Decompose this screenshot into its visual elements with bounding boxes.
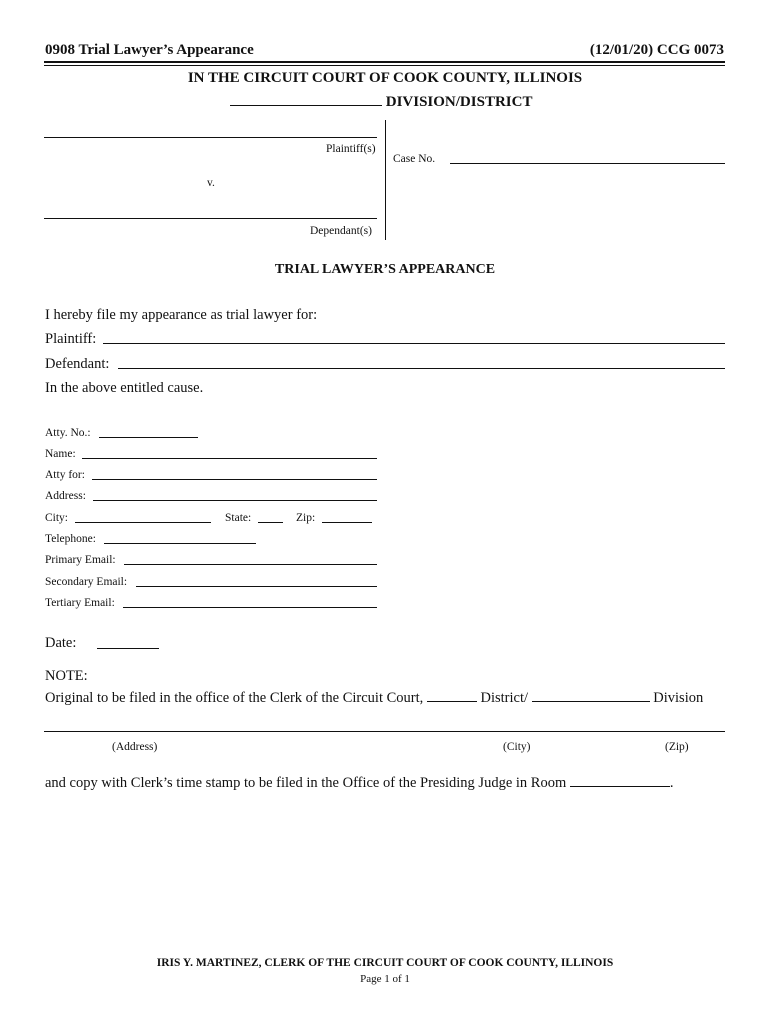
atty-no-field[interactable] — [99, 437, 198, 438]
case-no-label: Case No. — [393, 153, 436, 165]
note-district-field[interactable] — [427, 700, 477, 702]
form-code: (12/01/20) CCG 0073 — [589, 42, 724, 58]
name-label: Name: — [45, 448, 76, 460]
note-original-text: Original to be filed in the office of the Clerk of the Circuit Court, — [45, 690, 424, 706]
secondary-email-field[interactable] — [136, 586, 377, 587]
primary-email-label: Primary Email: — [45, 554, 116, 566]
form-title: 0908 Trial Lawyer’s Appearance — [45, 42, 254, 58]
appearance-intro: I hereby file my appearance as trial lawyer for: — [45, 307, 318, 323]
note-heading: NOTE: — [45, 668, 88, 684]
name-field[interactable] — [82, 458, 377, 459]
city-caption: (City) — [503, 741, 531, 753]
appearance-plaintiff-label: Plaintiff: — [45, 331, 97, 347]
address-caption: (Address) — [112, 741, 158, 753]
zip-caption: (Zip) — [665, 741, 689, 753]
date-label: Date: — [45, 635, 77, 651]
division-field[interactable] — [230, 104, 382, 106]
caption-divider — [385, 120, 386, 240]
atty-for-field[interactable] — [92, 479, 377, 480]
note-district-label: District/ — [480, 690, 529, 706]
state-field[interactable] — [258, 522, 283, 523]
defendant-label: Dependant(s) — [310, 225, 372, 237]
city-label: City: — [45, 512, 69, 524]
primary-email-field[interactable] — [124, 564, 377, 565]
atty-no-label: Atty. No.: — [45, 427, 91, 439]
room-field[interactable] — [570, 785, 670, 787]
page-number: Page 1 of 1 — [360, 973, 410, 985]
tertiary-email-field[interactable] — [123, 607, 377, 608]
defendant-field[interactable] — [44, 218, 377, 219]
plaintiff-label: Plaintiff(s) — [326, 143, 376, 155]
court-name: IN THE CIRCUIT COURT OF COOK COUNTY, ILLINOIS — [187, 70, 583, 86]
state-label: State: — [225, 512, 252, 524]
document-title: TRIAL LAWYER’S APPEARANCE — [274, 262, 496, 277]
appearance-defendant-label: Defendant: — [45, 356, 110, 372]
note-copy-text: and copy with Clerk’s time stamp to be filed in the Office of the Presiding Judge in Room — [45, 775, 567, 791]
zip-field[interactable] — [322, 522, 372, 523]
versus-label: v. — [207, 177, 215, 189]
appearance-plaintiff-field[interactable] — [103, 343, 725, 344]
footer-clerk: IRIS Y. MARTINEZ, CLERK OF THE CIRCUIT COURT OF COOK COUNTY, ILLINOIS — [156, 957, 614, 969]
header-rule-thin — [44, 65, 725, 66]
note-copy — [45, 775, 674, 792]
telephone-label: Telephone: — [45, 533, 96, 545]
appearance-cause: In the above entitled cause. — [45, 380, 204, 396]
secondary-email-label: Secondary Email: — [45, 576, 128, 588]
note-address-line[interactable] — [44, 731, 725, 732]
division-district — [230, 94, 532, 111]
tertiary-email-label: Tertiary Email: — [45, 597, 115, 609]
note-original — [45, 690, 703, 707]
city-field[interactable] — [75, 522, 211, 523]
atty-for-label: Atty for: — [45, 469, 85, 481]
case-no-field[interactable] — [450, 163, 725, 164]
note-division-label: Division — [653, 690, 704, 706]
telephone-field[interactable] — [104, 543, 256, 544]
plaintiff-field[interactable] — [44, 137, 377, 138]
address-label: Address: — [45, 490, 86, 502]
address-field[interactable] — [93, 500, 377, 501]
zip-label: Zip: — [296, 512, 316, 524]
division-label: DIVISION/DISTRICT — [385, 94, 533, 110]
appearance-defendant-field[interactable] — [118, 368, 725, 369]
date-field[interactable] — [97, 648, 159, 649]
note-division-field[interactable] — [532, 700, 650, 702]
note-period: . — [669, 775, 674, 791]
header-rule — [44, 61, 725, 63]
